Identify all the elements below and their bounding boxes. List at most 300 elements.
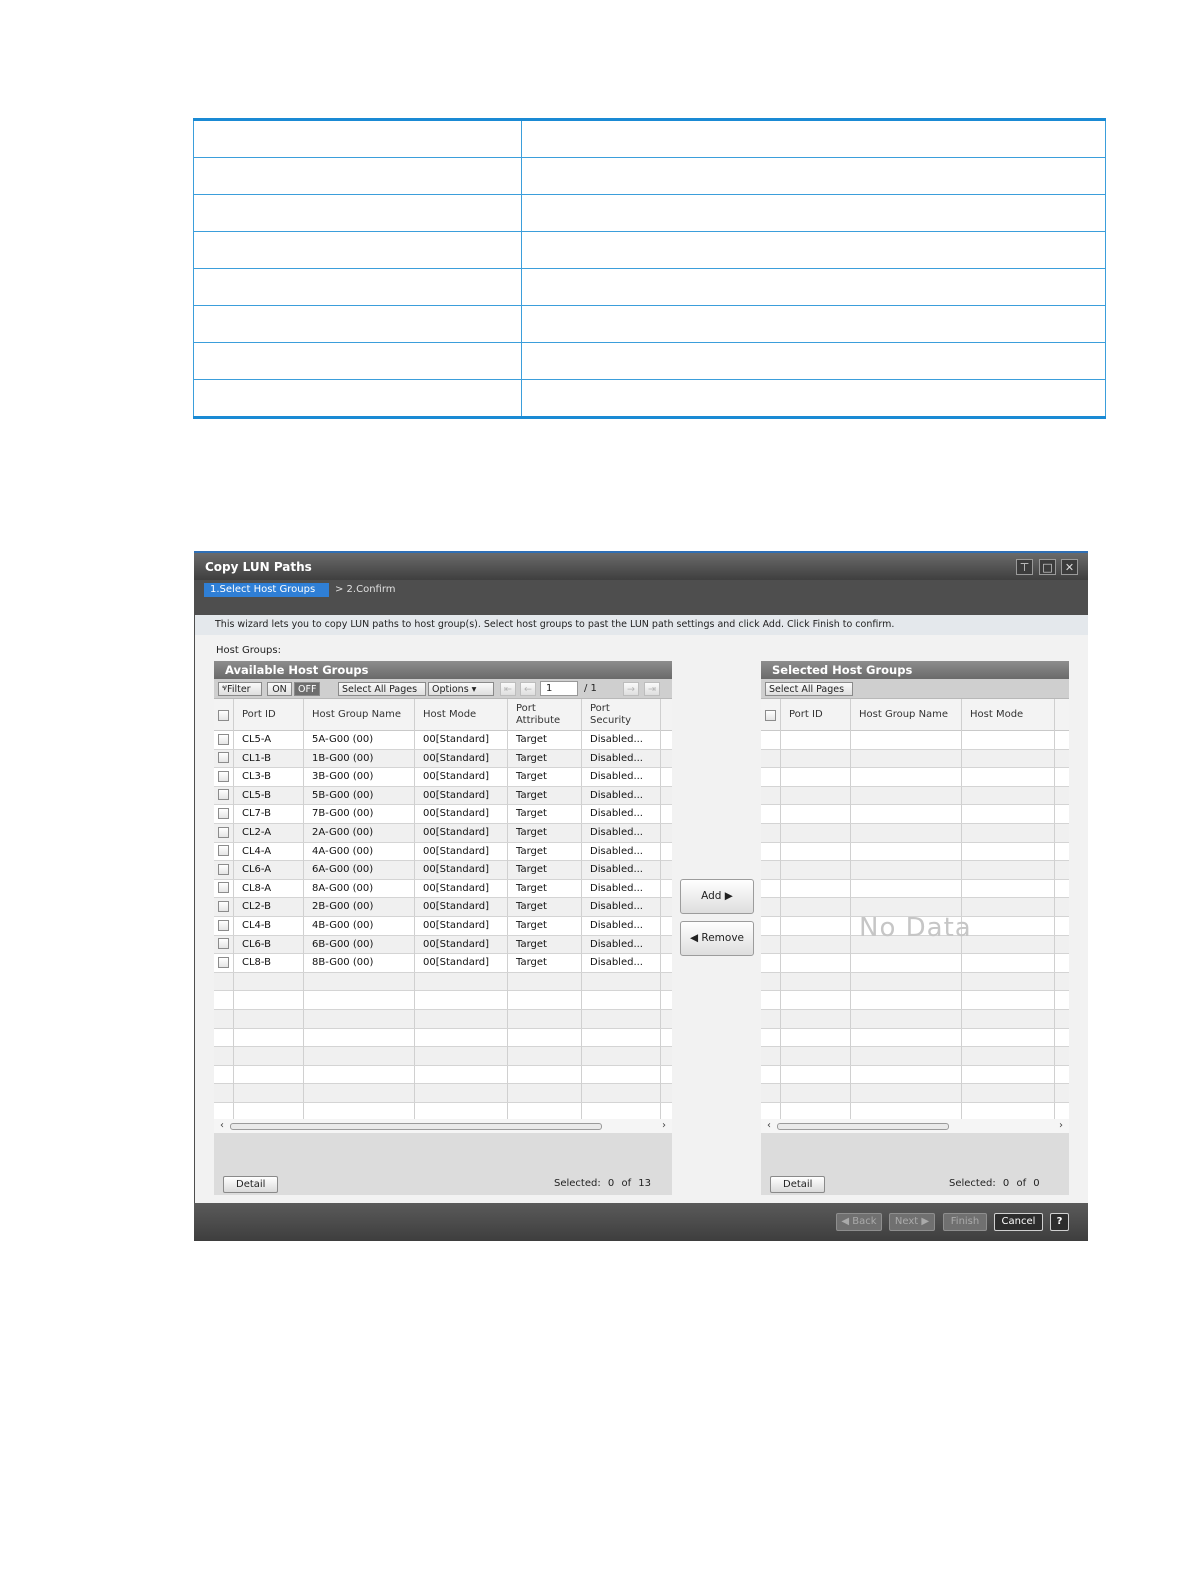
table-cell	[415, 1047, 508, 1065]
table-cell	[761, 824, 781, 842]
table-cell	[415, 991, 508, 1009]
table-cell	[781, 898, 851, 916]
table-row	[761, 750, 1069, 769]
table-cell	[962, 936, 1055, 954]
table-cell	[761, 917, 781, 935]
table-cell	[1055, 1029, 1069, 1047]
table-cell	[582, 1103, 661, 1119]
table-cell	[962, 973, 1055, 991]
row-checkbox[interactable]	[214, 805, 234, 823]
last-page-icon[interactable]: ⇥	[644, 682, 660, 696]
table-cell	[661, 787, 672, 805]
table-row[interactable]	[214, 898, 672, 917]
table-cell: CL3-B	[234, 768, 304, 786]
row-checkbox[interactable]	[214, 936, 234, 954]
table-cell	[962, 954, 1055, 972]
table-cell	[304, 1029, 415, 1047]
table-cell	[962, 787, 1055, 805]
table-cell	[661, 824, 672, 842]
remove-button[interactable]: ◀ Remove	[680, 921, 754, 956]
available-table	[214, 699, 672, 1119]
row-checkbox[interactable]	[214, 861, 234, 879]
table-cell	[851, 954, 962, 972]
table-row	[761, 1066, 1069, 1085]
table-cell: 00[Standard]	[415, 843, 508, 861]
pin-icon[interactable]: ⊤	[1016, 559, 1033, 575]
table-row	[761, 824, 1069, 843]
table-cell	[1055, 880, 1069, 898]
selected-of-label: of	[1016, 1178, 1027, 1189]
table-cell	[962, 731, 1055, 749]
table-cell	[761, 843, 781, 861]
table-cell: Target	[508, 787, 582, 805]
table-cell	[415, 1010, 508, 1028]
table-cell	[761, 973, 781, 991]
table-cell	[415, 973, 508, 991]
table-cell: 4A-G00 (00)	[304, 843, 415, 861]
table-cell	[234, 1103, 304, 1119]
table-cell: Target	[508, 843, 582, 861]
table-cell	[761, 1066, 781, 1084]
scroll-left-icon[interactable]: ‹	[220, 1120, 224, 1131]
row-checkbox	[214, 1029, 234, 1047]
table-cell	[962, 861, 1055, 879]
table-cell	[1055, 824, 1069, 842]
row-checkbox[interactable]	[214, 824, 234, 842]
table-cell	[781, 787, 851, 805]
table-cell	[582, 1084, 661, 1102]
table-cell	[962, 750, 1055, 768]
table-cell: 5A-G00 (00)	[304, 731, 415, 749]
table-row[interactable]	[214, 787, 672, 806]
table-cell	[661, 1084, 672, 1102]
table-cell	[415, 1084, 508, 1102]
selected-panel-title: Selected Host Groups	[761, 661, 1069, 679]
options-dropdown[interactable]: Options ▾	[428, 682, 494, 696]
table-cell	[962, 824, 1055, 842]
table-cell	[1055, 991, 1069, 1009]
selected-col-host-mode[interactable]: Host Mode	[962, 699, 1055, 731]
table-row	[214, 973, 672, 992]
table-cell	[962, 917, 1055, 935]
table-cell: 5B-G00 (00)	[304, 787, 415, 805]
table-cell	[1055, 1066, 1069, 1084]
table-cell	[508, 1047, 582, 1065]
row-checkbox	[214, 1010, 234, 1028]
table-cell	[761, 768, 781, 786]
wizard-steps	[194, 580, 1088, 614]
table-cell	[781, 1029, 851, 1047]
table-cell	[661, 861, 672, 879]
table-cell	[851, 973, 962, 991]
table-cell	[661, 1047, 672, 1065]
table-row	[214, 991, 672, 1010]
row-checkbox[interactable]	[214, 787, 234, 805]
table-cell	[1055, 1103, 1069, 1119]
table-cell: CL2-A	[234, 824, 304, 842]
table-cell	[962, 880, 1055, 898]
of-label: of	[621, 1178, 632, 1189]
table-cell: 00[Standard]	[415, 917, 508, 935]
table-cell	[1055, 805, 1069, 823]
table-cell	[1055, 731, 1069, 749]
row-checkbox[interactable]	[214, 768, 234, 786]
filter-off-toggle[interactable]: OFF	[294, 682, 320, 696]
col-port-security-label: Port Security	[590, 703, 632, 726]
table-cell: Disabled...	[582, 917, 661, 935]
table-cell: CL5-B	[234, 787, 304, 805]
table-cell	[761, 1103, 781, 1119]
table-cell	[781, 1103, 851, 1119]
table-cell	[761, 1047, 781, 1065]
table-cell	[781, 1010, 851, 1028]
table-cell: Disabled...	[582, 898, 661, 916]
table-cell	[851, 843, 962, 861]
table-cell: 00[Standard]	[415, 824, 508, 842]
next-page-icon[interactable]: →	[623, 682, 639, 696]
table-cell	[962, 805, 1055, 823]
row-checkbox[interactable]	[214, 898, 234, 916]
table-cell	[234, 1084, 304, 1102]
table-cell: Target	[508, 954, 582, 972]
table-cell	[1055, 917, 1069, 935]
table-cell: 00[Standard]	[415, 898, 508, 916]
table-cell	[508, 1084, 582, 1102]
table-cell	[962, 843, 1055, 861]
col-port-attribute[interactable]	[508, 699, 582, 731]
table-row[interactable]	[214, 768, 672, 787]
table-cell	[1055, 936, 1069, 954]
row-checkbox	[214, 1103, 234, 1119]
select-all-pages-button[interactable]: Select All Pages	[338, 682, 426, 696]
table-cell	[761, 805, 781, 823]
table-cell: 7B-G00 (00)	[304, 805, 415, 823]
copy-lun-paths-dialog	[194, 551, 1088, 1241]
table-row[interactable]	[214, 880, 672, 899]
col-port-id[interactable]: Port ID	[234, 699, 304, 731]
table-cell: 8B-G00 (00)	[304, 954, 415, 972]
table-cell	[851, 1047, 962, 1065]
filter-button[interactable]: ⱌFilter	[218, 682, 262, 696]
table-cell	[1055, 750, 1069, 768]
table-cell	[781, 1084, 851, 1102]
table-cell: CL8-A	[234, 880, 304, 898]
selected-scroll-left-icon[interactable]: ‹	[767, 1120, 771, 1131]
table-cell: 6B-G00 (00)	[304, 936, 415, 954]
table-cell	[962, 991, 1055, 1009]
next-button[interactable]: Next ▶	[889, 1213, 935, 1231]
table-row	[761, 954, 1069, 973]
table-cell	[415, 1029, 508, 1047]
table-cell	[661, 917, 672, 935]
table-cell: 00[Standard]	[415, 787, 508, 805]
table-row[interactable]	[214, 861, 672, 880]
table-cell	[661, 954, 672, 972]
table-cell	[781, 991, 851, 1009]
selected-scroll-right-icon[interactable]: ›	[1059, 1120, 1063, 1131]
table-cell: CL2-B	[234, 898, 304, 916]
table-cell	[661, 1029, 672, 1047]
row-checkbox	[214, 1066, 234, 1084]
table-cell	[962, 1066, 1055, 1084]
table-cell	[851, 750, 962, 768]
table-row[interactable]	[214, 954, 672, 973]
table-cell: 1B-G00 (00)	[304, 750, 415, 768]
table-cell: Disabled...	[582, 768, 661, 786]
table-cell: 2B-G00 (00)	[304, 898, 415, 916]
table-cell: 00[Standard]	[415, 861, 508, 879]
table-cell	[582, 1066, 661, 1084]
table-cell	[962, 1010, 1055, 1028]
table-cell	[234, 1010, 304, 1028]
table-cell: Target	[508, 805, 582, 823]
available-detail-button[interactable]: Detail	[223, 1176, 278, 1193]
selected-col-overflow	[1055, 699, 1069, 731]
table-cell: 2A-G00 (00)	[304, 824, 415, 842]
instruction-text: This wizard lets you to copy LUN paths to host group(s). Select host groups to past the LUN path settings and click Add. Click Finish to confirm.	[215, 619, 895, 630]
table-row[interactable]	[214, 731, 672, 750]
table-cell	[304, 1084, 415, 1102]
row-checkbox[interactable]	[214, 954, 234, 972]
total-count: 13	[638, 1178, 652, 1189]
table-cell	[1055, 1047, 1069, 1065]
table-row	[761, 787, 1069, 806]
table-cell	[661, 1066, 672, 1084]
table-row	[214, 1047, 672, 1066]
table-cell	[781, 1066, 851, 1084]
table-cell	[851, 805, 962, 823]
table-cell	[851, 768, 962, 786]
table-cell	[1055, 898, 1069, 916]
table-cell: 00[Standard]	[415, 750, 508, 768]
table-cell	[781, 805, 851, 823]
table-row	[761, 1029, 1069, 1048]
table-cell	[761, 1010, 781, 1028]
table-cell	[761, 1029, 781, 1047]
selected-hscroll[interactable]	[761, 1119, 1069, 1133]
table-cell: Target	[508, 731, 582, 749]
table-cell	[962, 1029, 1055, 1047]
col-host-group-name[interactable]: Host Group Name	[304, 699, 415, 731]
row-checkbox[interactable]	[214, 843, 234, 861]
table-cell	[661, 750, 672, 768]
selected-selected-label: Selected:	[949, 1178, 996, 1189]
table-cell	[304, 1066, 415, 1084]
select-all-checkbox[interactable]	[214, 699, 234, 731]
table-cell	[1055, 1010, 1069, 1028]
table-cell: CL4-B	[234, 917, 304, 935]
table-cell	[781, 1047, 851, 1065]
table-row[interactable]	[214, 917, 672, 936]
step-select-host-groups: 1.Select Host Groups	[204, 583, 329, 597]
available-toolbar	[214, 679, 672, 699]
table-cell	[582, 1029, 661, 1047]
table-row[interactable]	[214, 750, 672, 769]
table-row	[761, 973, 1069, 992]
table-cell	[761, 1084, 781, 1102]
table-cell: CL4-A	[234, 843, 304, 861]
available-hscroll[interactable]	[214, 1119, 672, 1133]
row-checkbox[interactable]	[214, 731, 234, 749]
back-button[interactable]: ◀ Back	[836, 1213, 882, 1231]
table-row	[214, 1066, 672, 1085]
table-cell	[661, 768, 672, 786]
row-checkbox[interactable]	[214, 880, 234, 898]
available-selected-info	[554, 1178, 651, 1189]
table-cell	[304, 1047, 415, 1065]
add-button[interactable]: Add ▶	[680, 879, 754, 914]
table-cell	[781, 750, 851, 768]
table-cell: Disabled...	[582, 954, 661, 972]
selected-total-count: 0	[1033, 1178, 1040, 1189]
available-host-groups-panel	[214, 661, 672, 1195]
table-cell: 8A-G00 (00)	[304, 880, 415, 898]
table-cell	[304, 1010, 415, 1028]
table-cell	[761, 936, 781, 954]
table-cell	[234, 1066, 304, 1084]
selected-table-header	[761, 699, 1069, 731]
table-row	[214, 1029, 672, 1048]
table-row	[761, 861, 1069, 880]
table-cell	[761, 787, 781, 805]
dialog-content	[195, 615, 1088, 1203]
page-total: / 1	[584, 683, 597, 694]
table-cell	[582, 991, 661, 1009]
prev-page-icon[interactable]: ←	[520, 682, 536, 696]
table-cell: Disabled...	[582, 824, 661, 842]
table-cell: CL6-B	[234, 936, 304, 954]
selected-selected-info	[949, 1178, 1040, 1189]
scroll-thumb[interactable]	[230, 1123, 602, 1130]
table-cell	[661, 936, 672, 954]
selected-toolbar	[761, 679, 1069, 699]
dialog-title-bar	[194, 551, 1088, 580]
instruction-bar	[195, 615, 1088, 635]
table-cell: 00[Standard]	[415, 880, 508, 898]
dialog-title: Copy LUN Paths	[205, 560, 312, 574]
table-cell: Target	[508, 824, 582, 842]
table-cell	[661, 973, 672, 991]
table-cell	[761, 880, 781, 898]
maximize-icon[interactable]: □	[1039, 559, 1056, 575]
table-row	[214, 1103, 672, 1119]
table-cell	[1055, 768, 1069, 786]
table-row[interactable]	[214, 824, 672, 843]
row-checkbox[interactable]	[214, 750, 234, 768]
table-cell	[781, 954, 851, 972]
table-cell: 6A-G00 (00)	[304, 861, 415, 879]
table-row	[761, 1084, 1069, 1103]
selected-count: 0	[607, 1178, 615, 1189]
table-cell	[661, 1010, 672, 1028]
table-cell	[661, 843, 672, 861]
col-host-mode[interactable]: Host Mode	[415, 699, 508, 731]
table-cell	[508, 991, 582, 1009]
table-cell	[661, 805, 672, 823]
filter-on-toggle[interactable]: ON	[267, 682, 292, 696]
table-cell: CL6-A	[234, 861, 304, 879]
selected-detail-button[interactable]: Detail	[770, 1176, 825, 1193]
table-cell: CL5-A	[234, 731, 304, 749]
table-cell	[781, 843, 851, 861]
table-cell	[761, 750, 781, 768]
selected-label: Selected:	[554, 1178, 601, 1189]
help-icon[interactable]: ?	[1050, 1213, 1069, 1231]
table-cell	[781, 824, 851, 842]
page-number-input[interactable]: 1	[540, 681, 578, 696]
host-groups-label: Host Groups:	[216, 645, 281, 656]
table-cell: 00[Standard]	[415, 805, 508, 823]
row-checkbox[interactable]	[214, 917, 234, 935]
table-cell: Target	[508, 861, 582, 879]
table-cell	[1055, 973, 1069, 991]
table-row[interactable]	[214, 936, 672, 955]
selected-select-all-checkbox[interactable]	[761, 699, 781, 731]
table-cell: Disabled...	[582, 936, 661, 954]
table-row	[214, 1010, 672, 1029]
row-checkbox	[214, 1084, 234, 1102]
cancel-button[interactable]: Cancel	[994, 1213, 1043, 1231]
table-row[interactable]	[214, 805, 672, 824]
table-row	[761, 991, 1069, 1010]
table-cell: 00[Standard]	[415, 936, 508, 954]
selected-col-port-id[interactable]: Port ID	[781, 699, 851, 731]
table-cell	[661, 898, 672, 916]
table-cell: CL8-B	[234, 954, 304, 972]
table-cell	[304, 973, 415, 991]
table-cell: Target	[508, 750, 582, 768]
finish-button[interactable]: Finish	[943, 1213, 987, 1231]
table-row[interactable]	[214, 843, 672, 862]
table-cell	[851, 991, 962, 1009]
table-cell	[851, 880, 962, 898]
table-cell	[781, 936, 851, 954]
table-cell: Target	[508, 898, 582, 916]
table-cell	[851, 861, 962, 879]
selected-scroll-thumb[interactable]	[777, 1123, 949, 1130]
table-cell	[661, 880, 672, 898]
selected-footer	[761, 1173, 1069, 1195]
table-row	[761, 1010, 1069, 1029]
table-cell: Target	[508, 880, 582, 898]
col-port-security[interactable]	[582, 699, 661, 731]
table-cell	[851, 1084, 962, 1102]
table-cell	[234, 973, 304, 991]
table-cell	[851, 1029, 962, 1047]
scroll-right-icon[interactable]: ›	[662, 1120, 666, 1131]
table-cell: Disabled...	[582, 861, 661, 879]
table-cell	[508, 973, 582, 991]
first-page-icon[interactable]: ⇤	[500, 682, 516, 696]
row-checkbox	[214, 973, 234, 991]
table-cell: 00[Standard]	[415, 731, 508, 749]
selected-select-all-pages-button[interactable]: Select All Pages	[765, 682, 853, 696]
table-cell: 00[Standard]	[415, 954, 508, 972]
table-cell	[661, 1103, 672, 1119]
selected-col-host-group-name[interactable]: Host Group Name	[851, 699, 962, 731]
table-cell	[234, 1047, 304, 1065]
table-row	[761, 1047, 1069, 1066]
table-cell: Disabled...	[582, 880, 661, 898]
table-cell	[1055, 787, 1069, 805]
table-cell	[781, 861, 851, 879]
close-icon[interactable]: ✕	[1061, 559, 1078, 575]
table-row	[761, 880, 1069, 899]
step-confirm: > 2.Confirm	[335, 584, 396, 595]
table-cell	[761, 861, 781, 879]
table-cell: Disabled...	[582, 731, 661, 749]
table-row	[761, 843, 1069, 862]
